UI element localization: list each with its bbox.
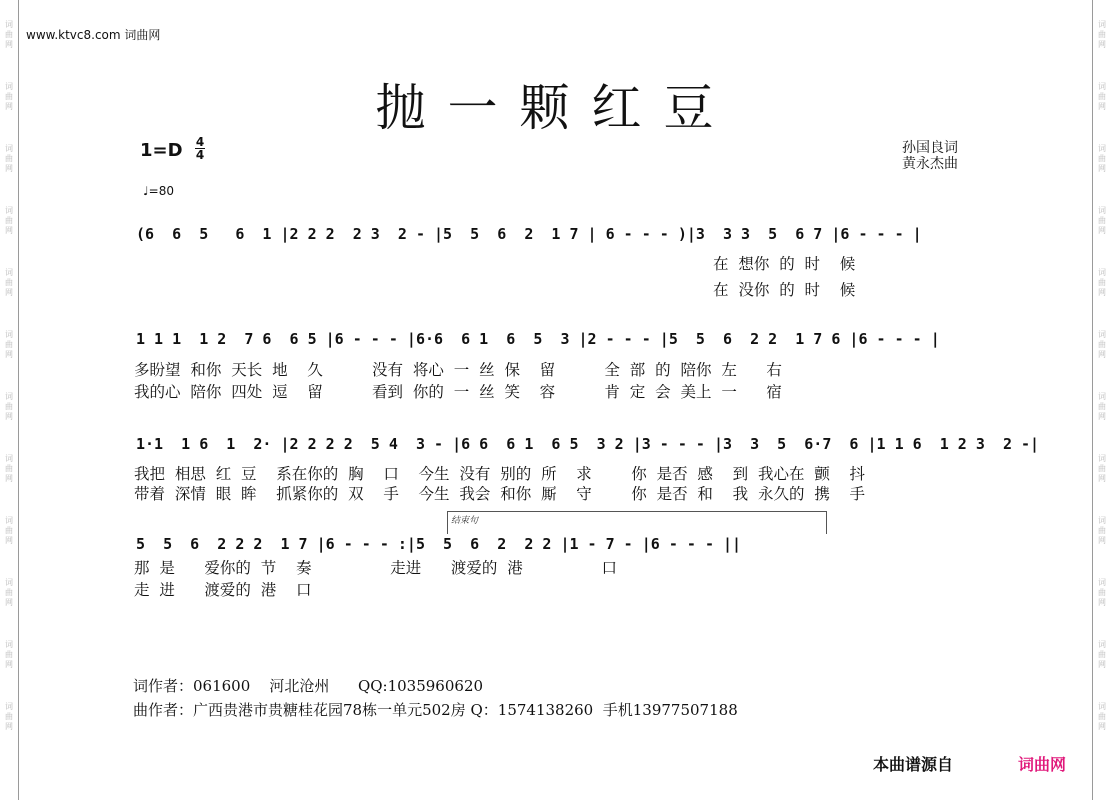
side-watermark: 词 曲 网 bbox=[5, 392, 13, 421]
side-watermark: 词 曲 网 bbox=[1098, 20, 1106, 49]
side-watermark: 词 曲 网 bbox=[1098, 454, 1106, 483]
credits bbox=[902, 140, 958, 172]
side-watermark: 词 曲 网 bbox=[5, 702, 13, 731]
key-signature: 1=D bbox=[140, 140, 183, 161]
side-watermark: 词 曲 网 bbox=[1098, 82, 1106, 111]
side-watermark: 词 曲 网 bbox=[1098, 268, 1106, 297]
lyric-line-3b: 带着 深情 眼 眸 抓紧你的 双 手 今生 我会 和你 厮 守 你 是否 和 我 永久的 携 手 bbox=[134, 485, 866, 503]
meter-top: 4 bbox=[195, 135, 205, 149]
score-line-2: 1 1 1 1 2 7 6 6 5 |6 - - - |6·6 6 1 6 5 3 |2 - - - |5 5 6 2 2 1 7 6 |6 - - - | bbox=[136, 330, 940, 348]
site-url[interactable]: www.ktvc8.com 词曲网 bbox=[26, 28, 161, 42]
side-watermark: 词 曲 网 bbox=[5, 640, 13, 669]
ending-label: 结束句 bbox=[451, 516, 479, 526]
side-watermark: 词 曲 网 bbox=[5, 20, 13, 49]
meter-bottom: 4 bbox=[195, 148, 205, 162]
side-watermark: 词 曲 网 bbox=[5, 82, 13, 111]
side-watermark: 词 曲 网 bbox=[5, 578, 13, 607]
lyricist-credit: 孙国良词 bbox=[902, 140, 958, 156]
composer-credit: 黄永杰曲 bbox=[902, 156, 958, 172]
song-title: 抛一颗红豆 bbox=[375, 79, 736, 137]
score-line-4: 5 5 6 2 2 2 1 7 |6 - - - :|5 5 6 2 2 2 |1 - 7 - |6 - - - || bbox=[136, 535, 742, 553]
tempo-marking: ♩=80 bbox=[143, 184, 174, 198]
side-watermark: 词 曲 网 bbox=[1098, 640, 1106, 669]
composer-info: 曲作者：广西贵港市贵糖桂花园78栋一单元502房 Q：1574138260 手机13977507188 bbox=[133, 701, 738, 719]
side-watermark: 词 曲 网 bbox=[5, 268, 13, 297]
side-watermark: 词 曲 网 bbox=[1098, 702, 1106, 731]
side-watermark: 词 曲 网 bbox=[1098, 392, 1106, 421]
side-watermark: 词 曲 网 bbox=[1098, 516, 1106, 545]
time-signature bbox=[195, 136, 205, 161]
side-watermark: 词 曲 网 bbox=[5, 144, 13, 173]
brand-link[interactable]: 词曲网 bbox=[1018, 755, 1067, 774]
side-watermark: 词 曲 网 bbox=[1098, 578, 1106, 607]
lyricist-info: 词作者：061600 河北沧州 QQ:1035960620 bbox=[133, 677, 484, 695]
lyric-line-1a: 在 想你 的 时 候 bbox=[713, 255, 856, 273]
side-watermark: 词 曲 网 bbox=[1098, 144, 1106, 173]
side-watermark: 词 曲 网 bbox=[5, 330, 13, 359]
lyric-line-3a: 我把 相思 红 豆 系在你的 胸 口 今生 没有 别的 所 求 你 是否 感 到 我心在 颤 抖 bbox=[134, 465, 866, 483]
side-watermark: 词 曲 网 bbox=[1098, 330, 1106, 359]
side-watermark: 词 曲 网 bbox=[1098, 206, 1106, 235]
score-line-1: (6 6 5 6 1 |2 2 2 2 3 2 - |5 5 6 2 1 7 | 6 - - - )|3 3 3 5 6 7 |6 - - - | bbox=[136, 225, 922, 243]
lyric-line-2b: 我的心 陪你 四处 逗 留 看到 你的 一 丝 笑 容 肯 定 会 美上 一 宿 bbox=[134, 383, 782, 401]
lyric-line-4a: 那 是 爱你的 节 奏 走进 渡爱的 港 口 bbox=[134, 559, 618, 577]
ending-bracket bbox=[447, 511, 827, 534]
lyric-line-4b: 走 进 渡爱的 港 口 bbox=[134, 581, 312, 599]
source-label: 本曲谱源自 bbox=[873, 755, 954, 774]
side-watermark: 词 曲 网 bbox=[5, 516, 13, 545]
side-watermark: 词 曲 网 bbox=[5, 454, 13, 483]
side-watermark: 词 曲 网 bbox=[5, 206, 13, 235]
lyric-line-1b: 在 没你 的 时 候 bbox=[713, 281, 856, 299]
score-line-3: 1·1 1 6 1 2· |2 2 2 2 5 4 3 - |6 6 6 1 6 5 3 2 |3 - - - |3 3 5 6·7 6 |1 1 6 1 2 3 2 -| bbox=[136, 435, 1040, 453]
lyric-line-2a: 多盼望 和你 天长 地 久 没有 将心 一 丝 保 留 全 部 的 陪你 左 右 bbox=[134, 361, 782, 379]
